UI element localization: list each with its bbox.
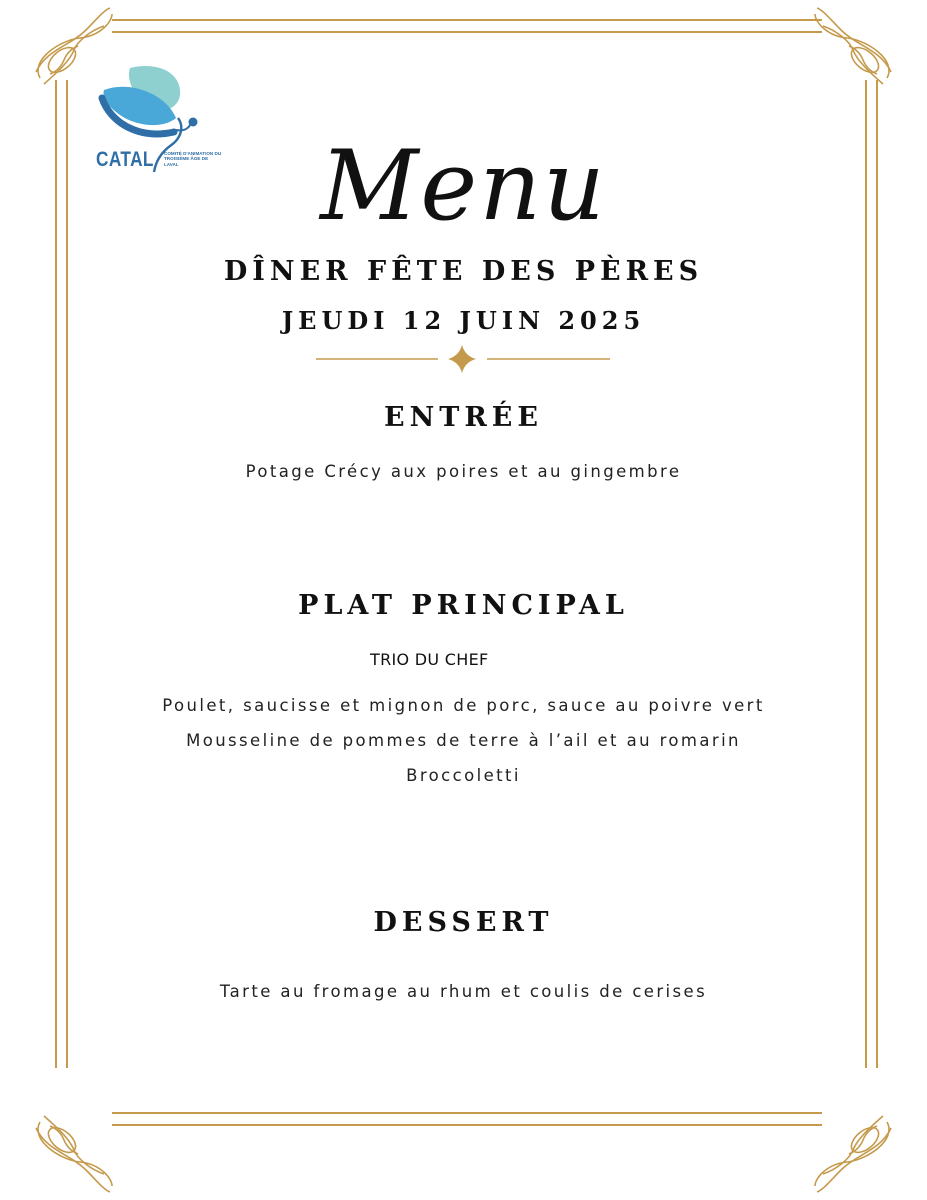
menu-title: Menu [320,130,607,242]
dish-label-trio: TRIO DU CHEF [370,650,489,669]
dish-line-dessert: Tarte au fromage au rhum et coulis de cerises [219,982,708,1001]
section-title-dessert: DESSERT [373,907,554,938]
section-title-plat: PLAT PRINCIPAL [298,590,629,621]
dish-line-plat-3: Broccoletti [406,766,521,785]
event-title: DÎNER FÊTE DES PÈRES [223,256,704,287]
logo-wordmark: CATAL [96,148,154,171]
dish-line-plat-1: Poulet, saucisse et mignon de porc, sauce au poivre vert [162,696,765,715]
sparkle-star-icon [448,345,476,373]
event-date: JEUDI 12 JUIN 2025 [281,306,646,335]
dish-line-plat-2: Mousseline de pommes de terre à l’ail et au romarin [186,731,741,750]
star-divider [310,344,615,374]
logo-tagline: COMITÉ D'ANIMATION DU TROISIÈME ÂGE DE LAVAL [164,151,222,167]
section-title-entree: ENTRÉE [384,402,543,433]
dish-line-entree: Potage Crécy aux poires et au gingembre [245,462,682,481]
